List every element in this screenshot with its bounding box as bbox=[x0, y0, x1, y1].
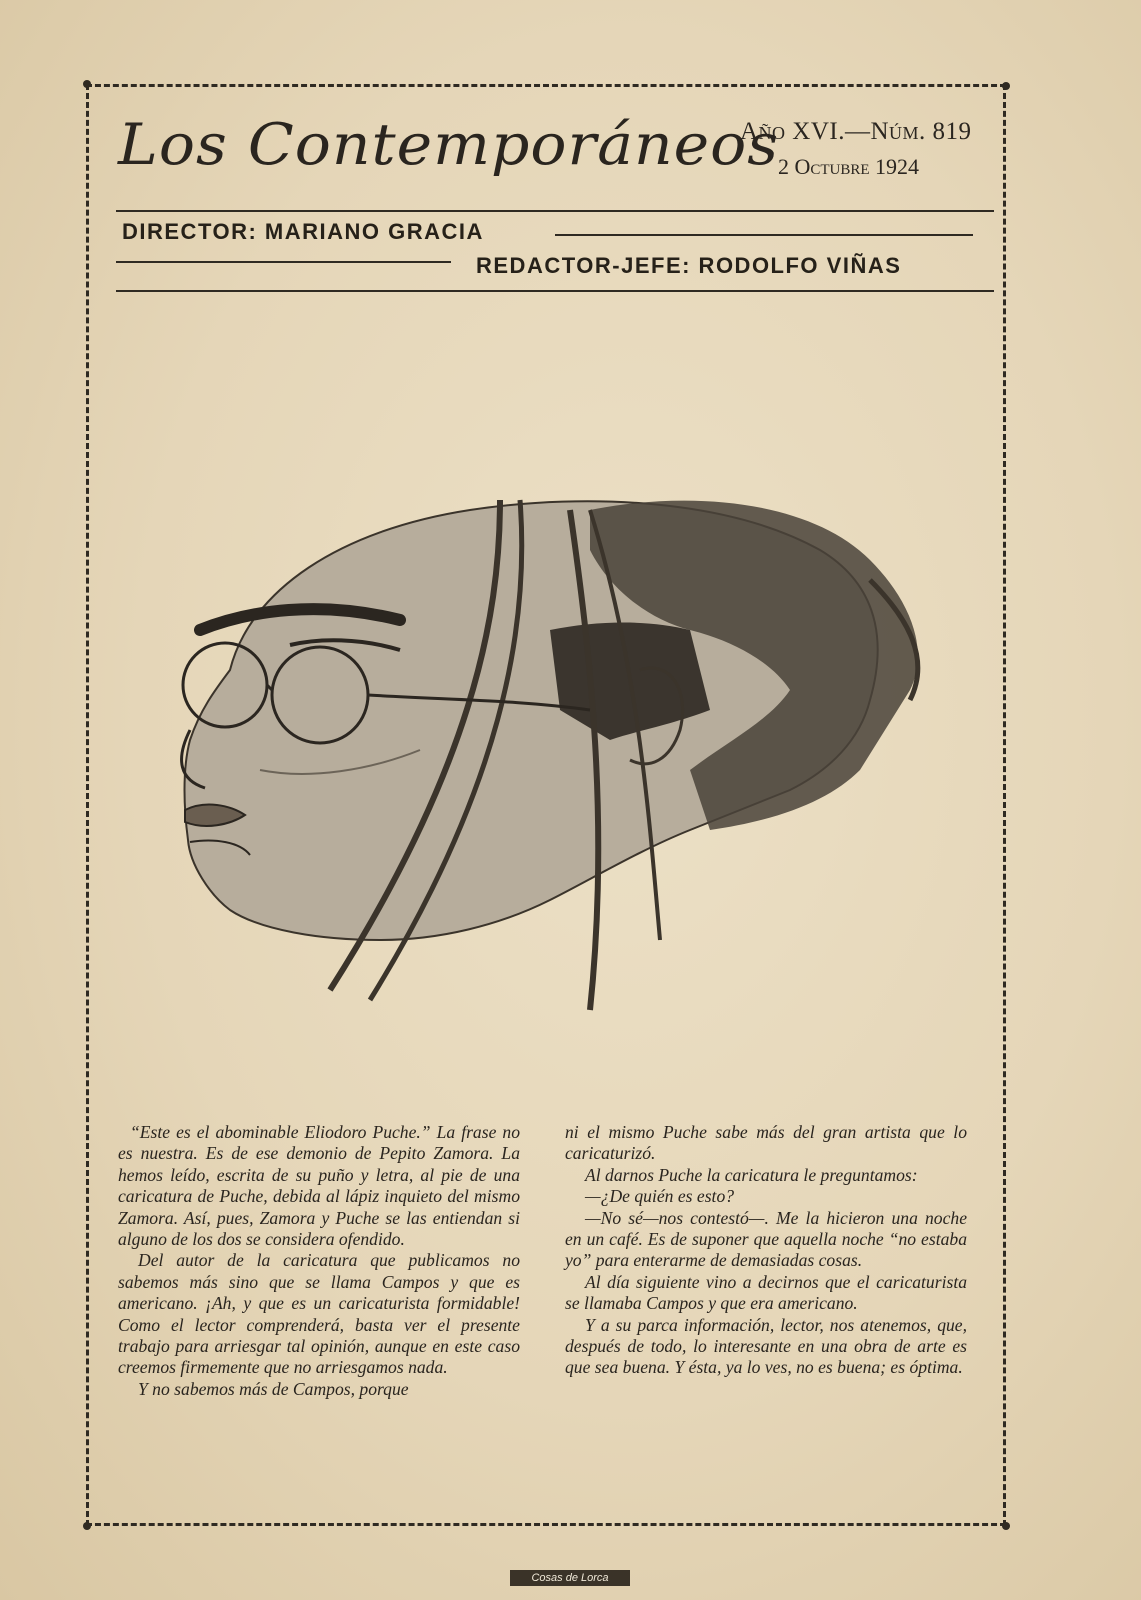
paragraph: Y no sabemos más de Campos, porque bbox=[138, 1378, 409, 1399]
border-corner-bottom-right bbox=[1002, 1522, 1010, 1530]
paragraph: —¿De quién es esto? bbox=[585, 1186, 735, 1207]
paragraph: Del autor de la caricatura que publicamos no sabemos más sino que se llama Campos y que es americano. ¡Ah, y que es un caricaturista formidable! Como el lector comprenderá, basta ver el presente trabajo para arriesgar tal opinión, aunque en este caso creemos firmemente que no arriesgamos nada. bbox=[118, 1250, 520, 1378]
editor-line: REDACTOR-JEFE: RODOLFO VIÑAS bbox=[476, 253, 902, 278]
paragraph: Al darnos Puche la caricatura le preguntamos: bbox=[585, 1164, 918, 1185]
editor-rule bbox=[116, 261, 451, 263]
director-line: DIRECTOR: MARIANO GRACIA bbox=[122, 219, 484, 244]
border-corner-bottom-left bbox=[83, 1522, 91, 1530]
border-corner-top-right bbox=[1002, 82, 1010, 90]
issue-date: 2 Octubre 1924 bbox=[778, 154, 920, 179]
paragraph: “Este es el abominable Eliodoro Puche.” La frase no es nuestra. Es de ese demonio de Pepito Zamora. La hemos leído, escrita de su puño y letra, al pie de una caricatura de Puche, debida al lápiz inquieto del mismo Zamora. Así, pues, Zamora y Puche se las entiendan si alguno de los dos se considera ofendido. bbox=[118, 1122, 520, 1250]
paragraph: ni el mismo Puche sabe más del gran artista que lo caricaturizó. bbox=[565, 1122, 967, 1164]
article-column-right bbox=[565, 1122, 967, 1379]
paragraph: Al día siguiente vino a decirnos que el caricaturista se llamaba Campos y que era americano. bbox=[565, 1271, 967, 1314]
article-column-left bbox=[118, 1122, 520, 1400]
director-rule bbox=[555, 234, 973, 236]
masthead-rule bbox=[116, 210, 994, 212]
issue-number: Año XVI.—Núm. 819 bbox=[740, 118, 972, 145]
header-bottom-rule bbox=[116, 290, 994, 292]
watermark: Cosas de Lorca bbox=[510, 1570, 630, 1586]
caricature-illustration bbox=[170, 470, 950, 1030]
masthead-title: Los Contemporáneos bbox=[118, 111, 780, 179]
paragraph: —No sé—nos contestó—. Me la hicieron una noche en un café. Es de suponer que aquella noche “no estaba yo” para enterarme de demasiadas cosas. bbox=[565, 1207, 967, 1271]
border-corner-top-left bbox=[83, 80, 91, 88]
paragraph: Y a su parca información, lector, nos atenemos, que, después de todo, lo interesante en una obra de arte es que sea buena. Y ésta, ya lo ves, no es buena; es óptima. bbox=[565, 1314, 967, 1378]
